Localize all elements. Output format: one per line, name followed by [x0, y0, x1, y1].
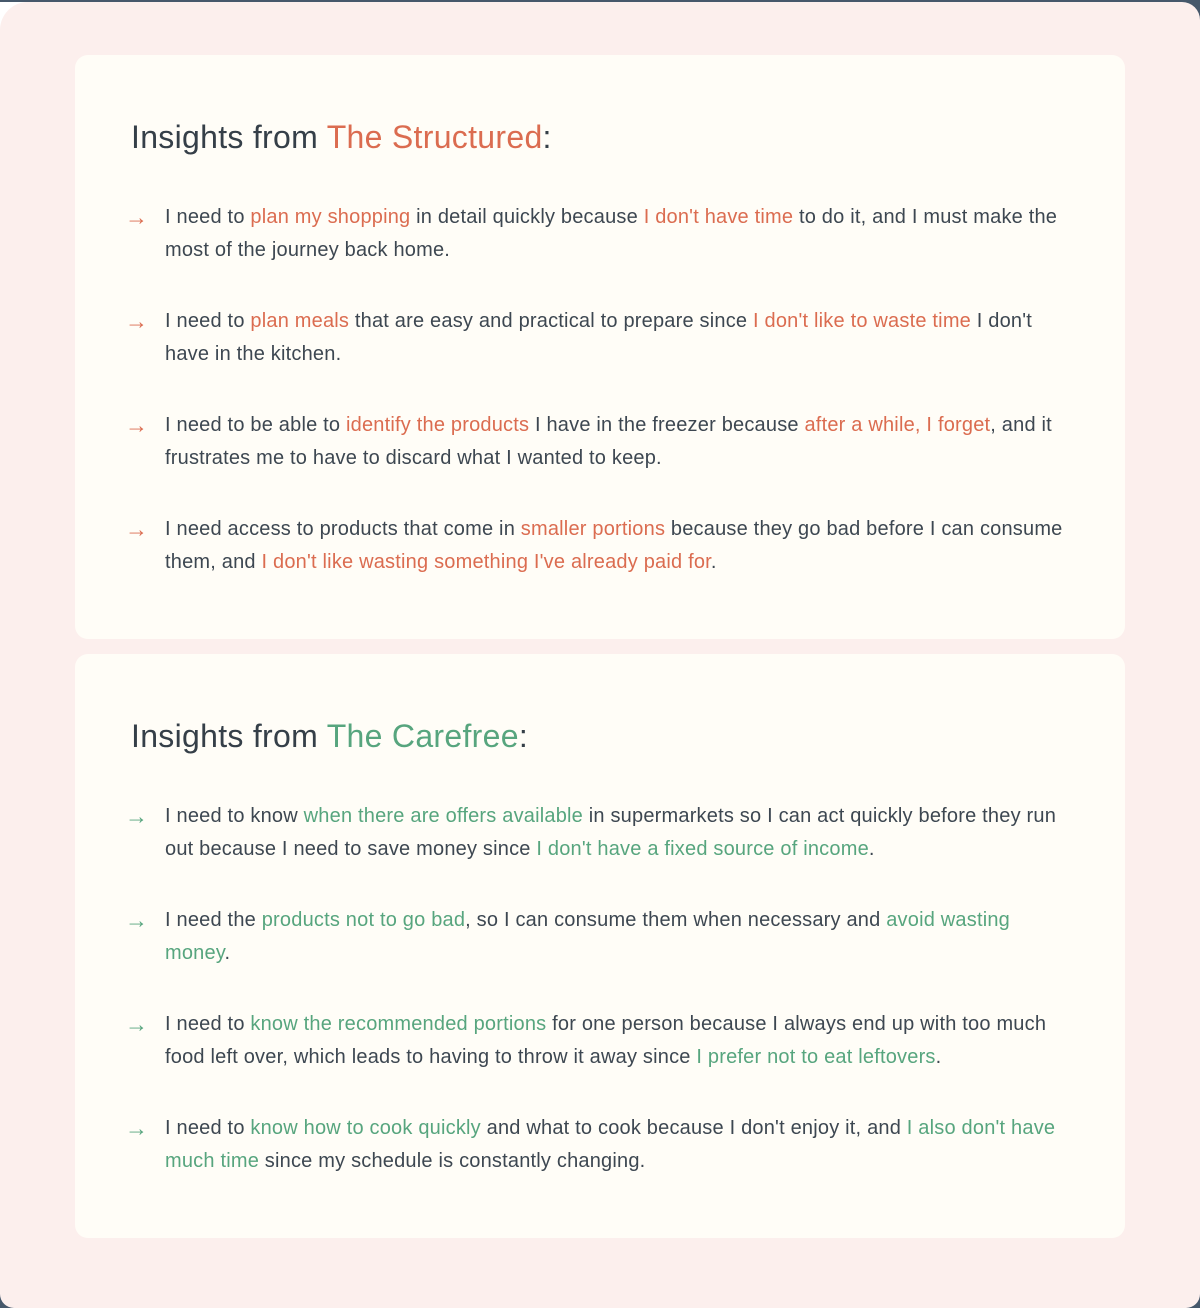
insight-text-segment: that are easy and practical to prepare since [349, 310, 753, 332]
highlight-text: plan my shopping [250, 206, 411, 228]
arrow-right-icon: → [125, 308, 148, 334]
insight-text-segment: I need to [165, 1117, 251, 1139]
insight-text-segment: I need to [165, 310, 251, 332]
insight-item [125, 409, 1080, 475]
highlight-text: I don't have time [643, 206, 794, 228]
highlight-text: products not to go bad [261, 909, 466, 931]
card-title [131, 117, 1080, 157]
highlight-text: identify the products [346, 414, 530, 436]
insight-text-segment: I need the [165, 909, 262, 931]
insight-text-segment: I need to be able to [165, 414, 347, 436]
insight-text-segment: . [868, 838, 875, 860]
highlight-text: I don't like to waste time [753, 310, 972, 332]
insight-text [165, 201, 1080, 267]
highlight-text: I don't like wasting something I've already paid for [261, 551, 711, 573]
insight-text-segment: because they go bad before I can consume them, and [165, 518, 1063, 573]
insight-text-segment: for one person because I always end up with too much food left over, which leads to having to throw it away since [165, 1013, 1047, 1068]
insight-text-segment: . [710, 551, 717, 573]
insight-text [165, 513, 1080, 579]
arrow-right-icon: → [125, 1115, 148, 1141]
insight-text [165, 904, 1080, 970]
insight-list [125, 201, 1080, 579]
insight-text-segment: I need to [165, 206, 251, 228]
highlight-text: I don't have a fixed source of income [536, 838, 869, 860]
card-title-persona: The Carefree [326, 718, 519, 754]
insight-item [125, 800, 1080, 866]
insight-item [125, 904, 1080, 970]
highlight-text: know the recommended portions [250, 1013, 547, 1035]
insight-item [125, 305, 1080, 371]
insight-item [125, 1008, 1080, 1074]
insights-card-carefree [75, 654, 1125, 1238]
highlight-text: avoid wasting money [165, 909, 1011, 964]
highlight-text: when there are offers available [303, 805, 583, 827]
card-title [131, 716, 1080, 756]
insight-list [125, 800, 1080, 1178]
insight-text-segment: I need to [165, 1013, 251, 1035]
arrow-right-icon: → [125, 412, 148, 438]
insight-text-segment: I need access to products that come in [165, 518, 521, 540]
insight-text-segment: in detail quickly because [410, 206, 644, 228]
insights-card-structured [75, 55, 1125, 639]
insight-item [125, 1112, 1080, 1178]
insight-item [125, 201, 1080, 267]
highlight-text: I prefer not to eat leftovers [696, 1046, 936, 1068]
insight-text-segment: , and it frustrates me to have to discard what I wanted to keep. [165, 414, 1052, 469]
insight-text-segment: , so I can consume them when necessary and [465, 909, 887, 931]
card-title-prefix: Insights from [131, 718, 327, 754]
arrow-right-icon: → [125, 907, 148, 933]
insight-text [165, 409, 1080, 475]
insight-text-segment: in supermarkets so I can act quickly before they run out because I need to save money since [165, 805, 1057, 860]
highlight-text: I also don't have much time [165, 1117, 1056, 1172]
card-title-prefix: Insights from [131, 119, 327, 155]
card-title-persona: The Structured [326, 119, 543, 155]
insight-text-segment: to do it, and I must make the most of the journey back home. [165, 206, 1058, 261]
insight-text-segment: I have in the freezer because [529, 414, 805, 436]
insight-text-segment: I don't have in the kitchen. [165, 310, 1033, 365]
card-title-suffix: : [542, 119, 552, 155]
insight-text-segment: . [935, 1046, 942, 1068]
arrow-right-icon: → [125, 516, 148, 542]
highlight-text: after a while, I forget [804, 414, 991, 436]
insight-text [165, 305, 1080, 371]
highlight-text: know how to cook quickly [250, 1117, 481, 1139]
insight-text-segment: I need to know [165, 805, 304, 827]
highlight-text: plan meals [250, 310, 350, 332]
insight-text [165, 1008, 1080, 1074]
highlight-text: smaller portions [520, 518, 666, 540]
insight-text-segment: . [224, 942, 231, 964]
insight-text-segment: since my schedule is constantly changing. [259, 1150, 646, 1172]
insight-item [125, 513, 1080, 579]
arrow-right-icon: → [125, 204, 148, 230]
arrow-right-icon: → [125, 1011, 148, 1037]
insight-text-segment: and what to cook because I don't enjoy it, and [480, 1117, 907, 1139]
arrow-right-icon: → [125, 803, 148, 829]
page-background [0, 2, 1200, 1308]
insight-text [165, 800, 1080, 866]
insight-text [165, 1112, 1080, 1178]
card-title-suffix: : [518, 718, 529, 754]
